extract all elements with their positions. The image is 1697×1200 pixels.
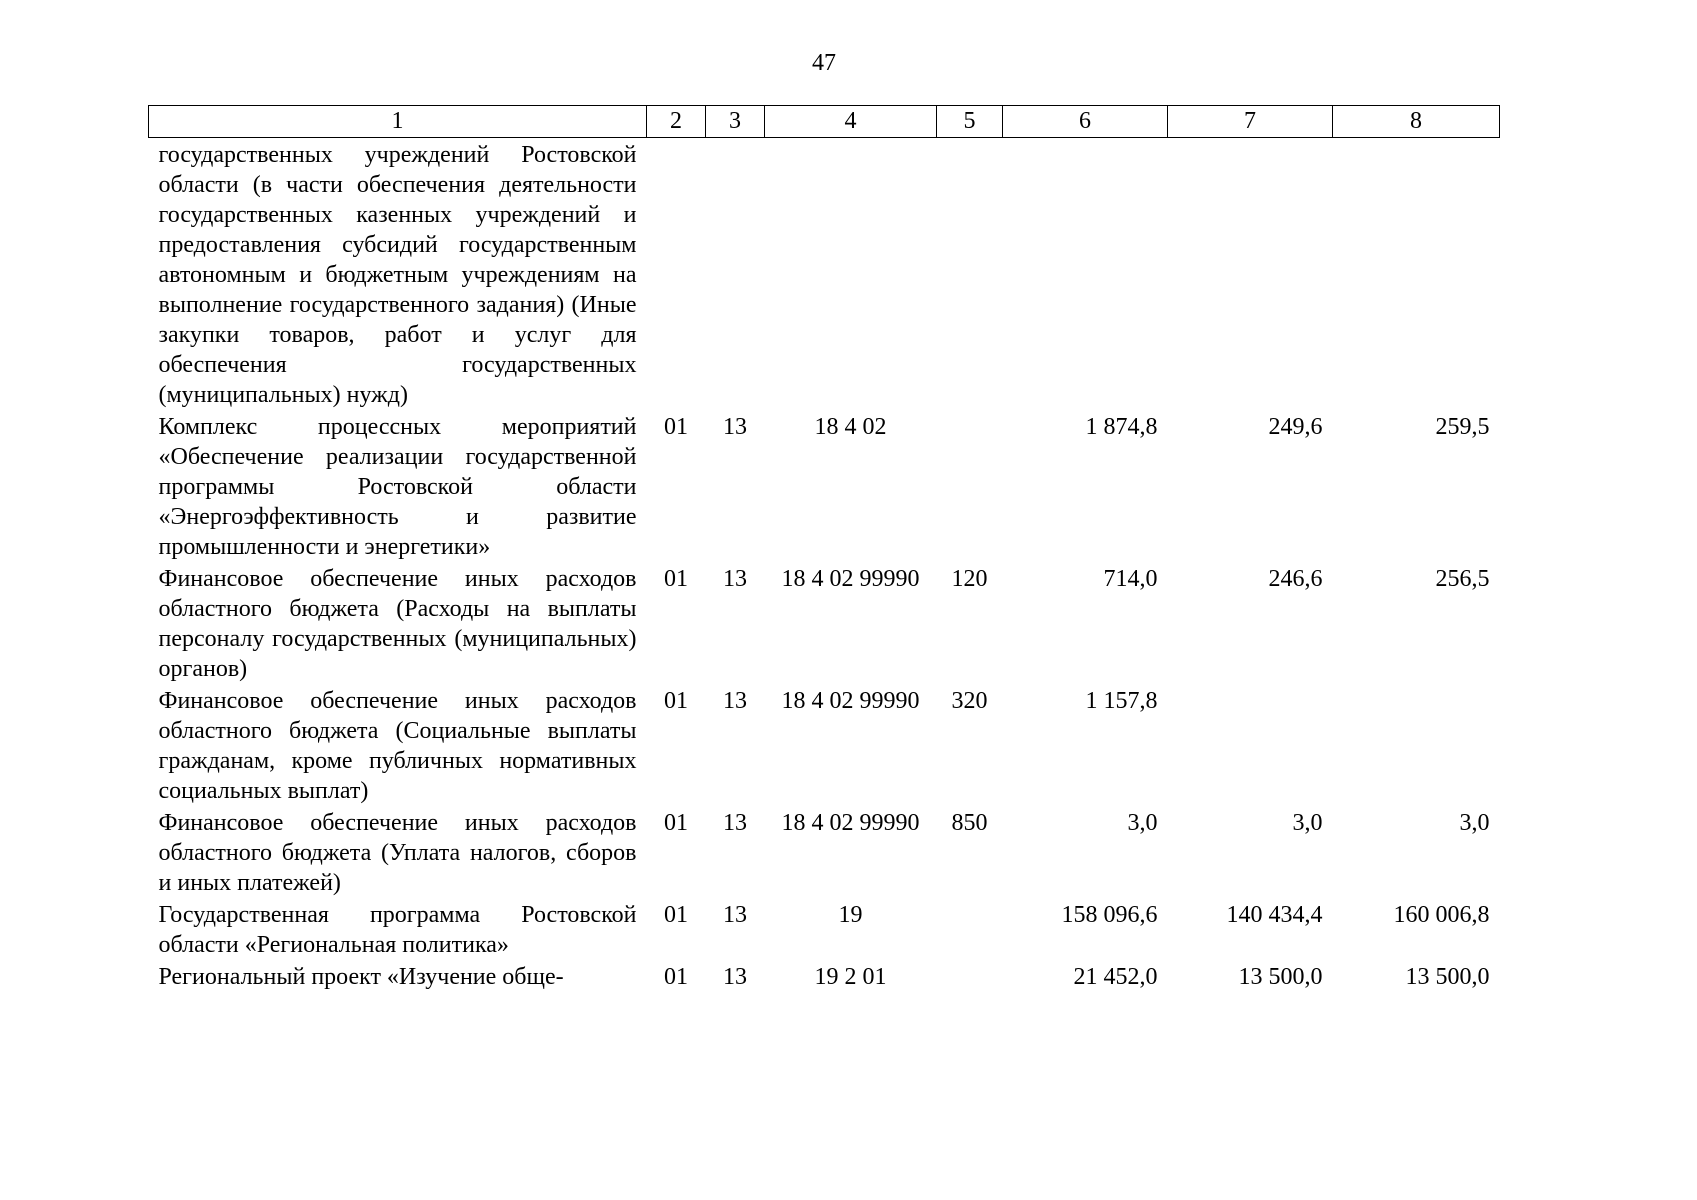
row-name: Финансовое обеспечение иных расходов областного бюджета (Расходы на выплаты персоналу государственных (муниципальных) органов)	[158, 566, 637, 682]
row-vr	[937, 410, 1003, 562]
budget-table	[148, 105, 1500, 992]
row-pr: 13	[723, 964, 747, 990]
row-vr: 120	[951, 566, 988, 592]
row-year-2	[1168, 684, 1333, 806]
row-year-2	[1168, 138, 1333, 411]
row-csr	[765, 138, 937, 411]
row-year-1: 1 874,8	[1085, 414, 1158, 440]
header-col-5: 5	[937, 106, 1003, 138]
row-pr: 13	[723, 414, 747, 440]
table-header	[149, 106, 1500, 138]
header-col-1: 1	[149, 106, 647, 138]
row-year-2: 13 500,0	[1238, 964, 1323, 990]
row-year-2: 246,6	[1268, 566, 1323, 592]
row-pr: 13	[723, 902, 747, 928]
row-year-3	[1333, 138, 1500, 411]
row-year-3: 13 500,0	[1405, 964, 1490, 990]
row-name: Государственная программа Ростовской области «Региональная политика»	[158, 902, 637, 958]
header-col-8: 8	[1333, 106, 1500, 138]
row-pr: 13	[723, 688, 747, 714]
row-csr: 18 4 02 99990	[781, 566, 920, 592]
row-csr: 18 4 02	[814, 414, 887, 440]
row-year-1: 714,0	[1103, 566, 1158, 592]
row-vr: 850	[951, 810, 988, 836]
row-csr: 19 2 01	[814, 964, 887, 990]
row-csr: 19	[838, 902, 863, 928]
row-name: Финансовое обеспечение иных расходов областного бюджета (Социальные выплаты гражданам, кроме публичных нормативных социальных выплат)	[158, 688, 637, 804]
row-vr	[937, 960, 1003, 992]
row-year-3	[1333, 684, 1500, 806]
header-col-6: 6	[1003, 106, 1168, 138]
row-rz: 01	[664, 810, 688, 836]
table-row	[149, 684, 1500, 806]
table-row	[149, 960, 1500, 992]
table-row	[149, 806, 1500, 898]
row-year-2: 3,0	[1292, 810, 1323, 836]
row-year-3: 259,5	[1435, 414, 1490, 440]
row-year-1: 21 452,0	[1073, 964, 1158, 990]
header-col-7: 7	[1168, 106, 1333, 138]
row-rz: 01	[664, 688, 688, 714]
table-row	[149, 138, 1500, 411]
row-year-3: 160 006,8	[1393, 902, 1490, 928]
row-year-3: 3,0	[1459, 810, 1490, 836]
row-vr	[937, 898, 1003, 960]
row-csr: 18 4 02 99990	[781, 810, 920, 836]
row-year-1: 158 096,6	[1061, 902, 1158, 928]
row-year-1: 1 157,8	[1085, 688, 1158, 714]
row-rz: 01	[664, 964, 688, 990]
table-row	[149, 898, 1500, 960]
page-number: 47	[812, 50, 836, 76]
row-rz	[647, 138, 706, 411]
row-year-2: 249,6	[1268, 414, 1323, 440]
row-year-1: 3,0	[1127, 810, 1158, 836]
header-col-4: 4	[765, 106, 937, 138]
row-pr	[706, 138, 765, 411]
row-pr: 13	[723, 566, 747, 592]
row-rz: 01	[664, 902, 688, 928]
table-row	[149, 562, 1500, 684]
row-rz: 01	[664, 414, 688, 440]
row-rz: 01	[664, 566, 688, 592]
row-year-1	[1003, 138, 1168, 411]
row-csr: 18 4 02 99990	[781, 688, 920, 714]
row-year-3: 256,5	[1435, 566, 1490, 592]
header-col-2: 2	[647, 106, 706, 138]
row-vr: 320	[951, 688, 988, 714]
row-vr	[937, 138, 1003, 411]
row-year-2: 140 434,4	[1226, 902, 1323, 928]
row-name: Региональный проект «Изучение обще-	[158, 964, 564, 990]
row-name: государственных учреждений Ростовской области (в части обеспечения деятельности государственных казенных учреждений и предоставления субсидий государственным автономным и бюджетным учреждениям на выполнение государственного задания) (Иные закупки товаров, работ и услуг для обеспечения государственных (муниципальных) нужд)	[158, 142, 637, 408]
row-name: Комплекс процессных мероприятий «Обеспечение реализации государственной программы Ростовской области «Энергоэффективность и развитие промышленности и энергетики»	[158, 414, 637, 560]
row-pr: 13	[723, 810, 747, 836]
row-name: Финансовое обеспечение иных расходов областного бюджета (Уплата налогов, сборов и иных платежей)	[158, 810, 637, 896]
header-col-3: 3	[706, 106, 765, 138]
table-row	[149, 410, 1500, 562]
